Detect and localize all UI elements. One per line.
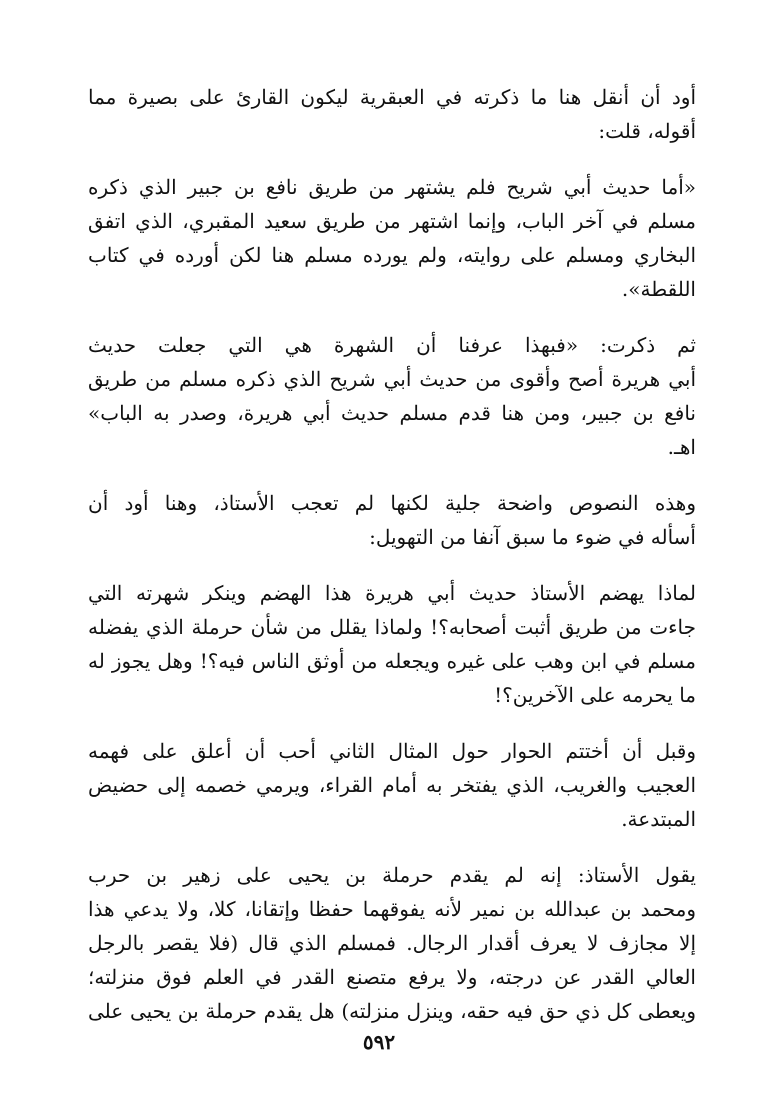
text-line: البخاري ومسلم على روايته، ولم يورده مسلم هنا لكن أورده في كتاب: [88, 243, 696, 267]
text-line: لماذا يهضم الأستاذ حديث أبي هريرة هذا الهضم وينكر شهرته التي: [88, 581, 696, 605]
text-line: ثم ذكرت: «فبهذا عرفنا أن الشهرة هي التي جعلت حديث: [88, 333, 696, 357]
text-line: نافع بن جبير، ومن هنا قدم مسلم حديث أبي هريرة، وصدر به الباب»: [88, 401, 696, 425]
text-line: مسلم في آخر الباب، وإنما اشتهر من طريق سعيد المقبري، الذي اتفق: [88, 209, 696, 233]
text-line: المبتدعة.: [621, 807, 696, 831]
text-line: إلا مجازف لا يعرف أقدار الرجال. فمسلم الذي قال (فلا يقصر بالرجل: [88, 931, 696, 955]
page-body: [88, 80, 696, 1050]
text-line: يقول الأستاذ: إنه لم يقدم حرملة بن يحيى على زهير بن حرب: [88, 863, 696, 887]
text-line: وهذه النصوص واضحة جلية لكنها لم تعجب الأستاذ، وهنا أود أن: [88, 491, 696, 515]
text-line: جاءت من طريق أثبت أصحابه؟! ولماذا يقلل من شأن حرملة الذي يفضله: [88, 615, 696, 639]
text-line: اللقطة».: [621, 277, 696, 301]
text-line: أسأله في ضوء ما سبق آنفا من التهويل:: [369, 525, 696, 549]
text-line: العالي القدر عن درجته، ولا يرفع متصنع القدر في العلم فوق منزلته؛: [88, 965, 696, 989]
text-line: أقوله، قلت:: [598, 119, 696, 143]
text-line: «أما حديث أبي شريح فلم يشتهر من طريق نافع بن جبير الذي ذكره: [88, 175, 696, 199]
paragraph-6: [88, 734, 696, 836]
text-line: ويعطى كل ذي حق فيه حقه، وينزل منزلته) هل يقدم حرملة بن يحيى على: [88, 999, 696, 1023]
page-number: ٥٩٢: [362, 1030, 396, 1054]
paragraph-2: [88, 170, 696, 306]
text-line: أبي هريرة أصح وأقوى من حديث أبي شريح الذي ذكره مسلم من طريق: [88, 367, 696, 391]
text-line: اهـ.: [667, 435, 696, 459]
text-line: مسلم في ابن وهب على غيره ويجعله من أوثق الناس فيه؟! وهل يجوز له: [88, 649, 696, 673]
text-line: ومحمد بن عبدالله بن نمير لأنه يفوقهما حفظا وإتقانا، كلا، ولا يدعي هذا: [88, 897, 696, 921]
paragraph-5: [88, 576, 696, 712]
paragraph-1: [88, 80, 696, 148]
paragraph-3: [88, 328, 696, 464]
paragraph-7: [88, 858, 696, 1028]
text-line: العجيب والغريب، الذي يفتخر به أمام القراء، ويرمي خصمه إلى حضيض: [88, 773, 696, 797]
text-line: ما يحرمه على الآخرين؟!: [494, 683, 696, 707]
text-line: وقبل أن أختتم الحوار حول المثال الثاني أحب أن أعلق على فهمه: [88, 739, 696, 763]
text-line: أود أن أنقل هنا ما ذكرته في العبقرية ليكون القارئ على بصيرة مما: [88, 85, 696, 109]
paragraph-4: [88, 486, 696, 554]
